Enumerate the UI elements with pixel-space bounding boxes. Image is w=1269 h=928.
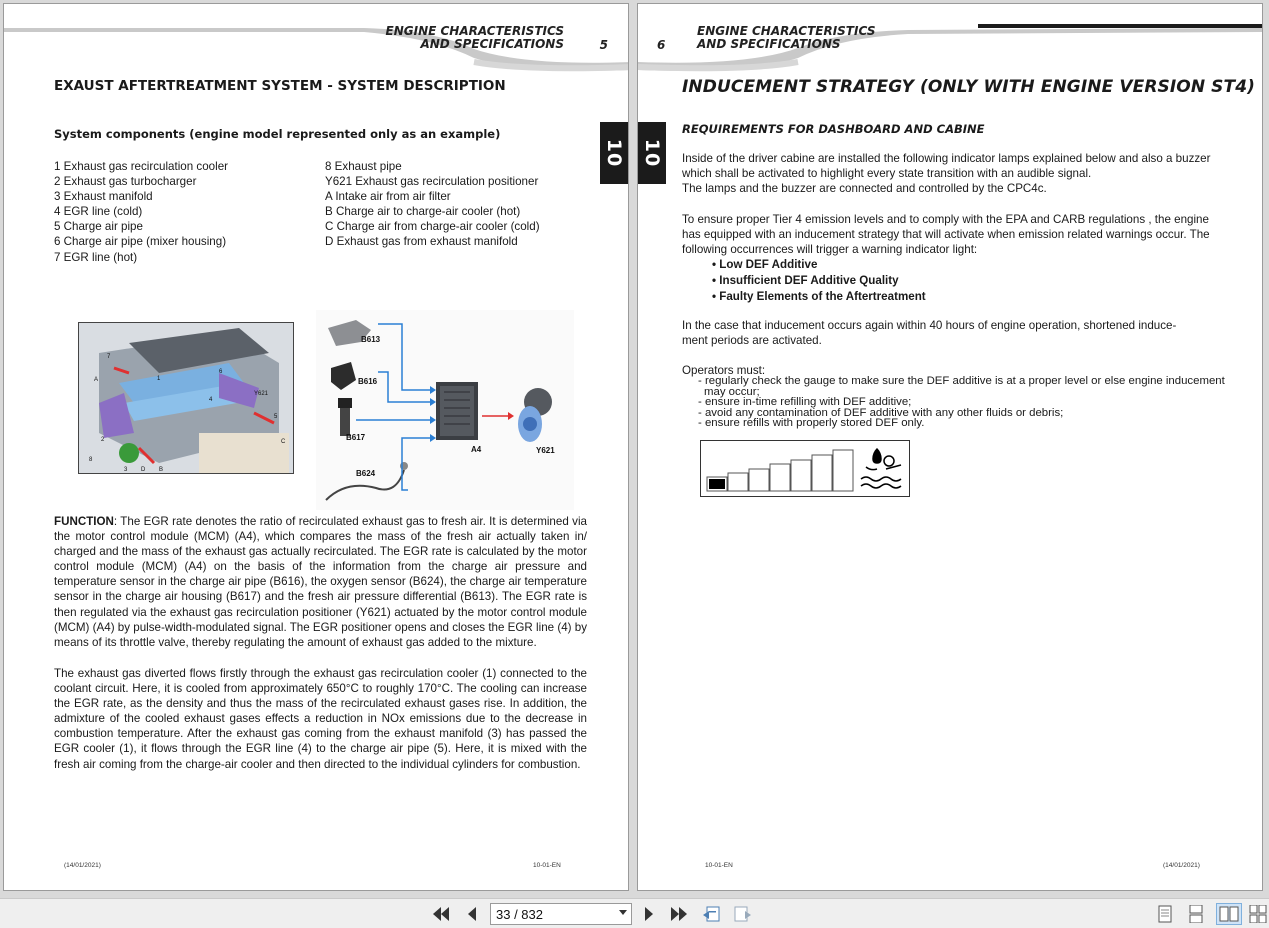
footer-date: (14/01/2021) (64, 862, 101, 869)
chapter-tab-label: 10 (641, 138, 664, 168)
engine-illustration (78, 322, 294, 474)
diagram-label-b616: B616 (358, 377, 378, 386)
diagram-label-b624: B624 (356, 469, 376, 478)
chapter-tab-label: 10 (603, 138, 626, 168)
def-level-bar (770, 464, 790, 491)
header-title-line2: AND SPECIFICATIONS (420, 37, 564, 51)
facing-pages-icon (1219, 906, 1239, 922)
chapter-tab (600, 122, 628, 184)
def-level-indicator (700, 440, 910, 497)
previous-page-button[interactable] (461, 903, 483, 925)
list-item: - ensure in-time refilling with DEF additive; (698, 396, 912, 409)
continuous-facing-view-button[interactable] (1247, 903, 1269, 925)
go-back-icon (701, 905, 721, 923)
chevron-down-icon[interactable] (619, 910, 627, 915)
list-item: - regularly check the gauge to make sure the DEF additive is at a proper level or else engine inducement (698, 375, 1225, 387)
egr-flow-diagram (316, 310, 574, 510)
list-item: 5 Charge air pipe (54, 220, 143, 234)
engine-label: Y621 (254, 391, 269, 397)
operators-title: Operators must: (682, 364, 766, 377)
engine-label: B (159, 467, 164, 473)
engine-label: C (281, 439, 286, 445)
list-item: 2 Exhaust gas turbocharger (54, 175, 197, 189)
first-page-icon (433, 907, 449, 921)
continuous-page-icon (1189, 905, 1203, 923)
components-title: System components (engine model represented only as an example) (54, 127, 501, 141)
list-item: • Faulty Elements of the Aftertreatment (712, 289, 926, 303)
list-item: A Intake air from air filter (325, 190, 451, 204)
next-page-button[interactable] (638, 903, 660, 925)
list-item: - avoid any contamination of DEF additive with any other fluids or debris; (698, 406, 1064, 419)
def-level-bar (791, 460, 811, 491)
engine-label: 2 (101, 437, 105, 443)
diagram-label-y621: Y621 (536, 446, 555, 455)
diagram-label-b613: B613 (361, 335, 381, 344)
footer-code: 10-01-EN (705, 862, 733, 869)
section-title: INDUCEMENT STRATEGY (ONLY WITH ENGINE VERSION ST4) (682, 77, 1256, 97)
header-title-line1: ENGINE CHARACTERISTICS (697, 24, 876, 38)
header-title (697, 25, 875, 51)
engine-label: 8 (89, 457, 93, 463)
list-item: B Charge air to charge-air cooler (hot) (325, 205, 521, 219)
function-paragraph (54, 514, 587, 650)
list-item: may occur; (704, 385, 760, 398)
last-page-icon (671, 907, 687, 921)
engine-label: 3 (124, 467, 128, 473)
header-title-line2: AND SPECIFICATIONS (697, 37, 841, 51)
section-subtitle: REQUIREMENTS FOR DASHBOARD AND CABINE (682, 122, 985, 136)
page-number: 6 (657, 38, 666, 52)
single-page-icon (1158, 905, 1172, 923)
cabine-paragraph (682, 151, 1218, 196)
navigation-toolbar (0, 898, 1269, 928)
cabine-text-line1: Inside of the driver cabine are installed the following indicator lamps explained below and also a buzzer which shall be activated to highlight every state transition with an audible signal. (682, 152, 1211, 181)
right-page (637, 3, 1263, 891)
function-text: : The EGR rate denotes the ratio of recirculated exhaust gas to fresh air. It is determined via the motor control module (MCM) (A4), which compares the mass of the fresh air actually taken in/ charged and the mass of the exhaust gas actually recirculated. The EGR rate is calculated by the motor control module (MCM) (A4) on the basis of the information from the charge air pressure and temperature sensor in the charge air pipe (B616), the oxygen sensor (B624), the charge air temperature sensor in the charge air housing (B617) and the fresh air pressure differential (B613). The EGR rate is then regulated via the exhaust gas recirculation positioner (Y621) actuated by the motor control module (MCM) (A4) by pulse-width-modulated signal. The EGR positioner opens and closes the EGR line (4) by means of its throttle valve, thereby regulating the amount of exhaust gas added to the mixture. (54, 515, 587, 649)
list-item: 8 Exhaust pipe (325, 160, 402, 173)
go-back-button[interactable] (700, 903, 722, 925)
engine-label: 1 (157, 376, 161, 382)
list-item: • Low DEF Additive (712, 258, 818, 271)
engine-label: A (94, 377, 99, 383)
page-number-input[interactable] (490, 903, 632, 925)
def-level-bar (728, 473, 748, 491)
egr-paragraph: The exhaust gas diverted flows firstly through the exhaust gas recirculation cooler (1) connected to the coolant circuit. Here, it is cooled from approximately 650°C to roughly 170°C. The cooling can increase the EGR rate, as the density and thus the mass of the recirculated exhaust gases rise. In addition, the admixture of the cooled exhaust gases effects a reduction in NOx emissions due to the decrease in combustion temperature. After the exhaust gas coming from the exhaust manifold (3) has passed the EGR cooler (1), it flows through the EGR line (4) to the charge air pipe (5). Here, it is mixed with the fresh air coming from the charge-air cooler and then directed to the individual cylinders for combustion. (54, 667, 587, 771)
engine-label: 6 (219, 369, 223, 375)
continuous-facing-icon (1249, 905, 1267, 923)
page-number: 5 (599, 38, 608, 52)
engine-label: 4 (209, 397, 213, 403)
components-list-col1 (54, 159, 228, 265)
function-label: FUNCTION (54, 515, 114, 528)
list-item: C Charge air from charge-air cooler (cold) (325, 220, 540, 234)
list-item: • Insufficient DEF Additive Quality (712, 273, 899, 287)
list-item: - ensure refills with properly stored DEF only. (698, 417, 925, 430)
engine-label: 5 (274, 414, 278, 420)
def-level-bar (812, 455, 832, 491)
list-item: Y621 Exhaust gas recirculation positioner (325, 175, 539, 189)
last-page-button[interactable] (668, 903, 690, 925)
def-level-fill (709, 479, 725, 489)
list-item: 6 Charge air pipe (mixer housing) (54, 235, 227, 249)
def-level-bar (749, 469, 769, 491)
previous-page-icon (467, 907, 477, 921)
first-page-button[interactable] (430, 903, 452, 925)
diagram-label-a4: A4 (471, 445, 482, 454)
go-forward-button[interactable] (732, 903, 754, 925)
list-item: 4 EGR line (cold) (54, 205, 143, 219)
diagram-label-b617: B617 (346, 433, 366, 442)
components-list-col2 (325, 159, 540, 250)
warning-list (712, 257, 926, 304)
footer-date: (14/01/2021) (1163, 862, 1200, 869)
engine-label: 7 (107, 354, 111, 360)
chapter-tab (638, 122, 666, 184)
header-title-line1: ENGINE CHARACTERISTICS (385, 24, 564, 38)
facing-pages-view-button[interactable] (1216, 903, 1242, 925)
emission-paragraph: To ensure proper Tier 4 emission levels and to comply with the EPA and CARB regulations , the engine has equipped with an inducement strategy that will activate when emission related warnings occur. The following occurrences will trigger a warning indicator light: (682, 213, 1210, 257)
list-item: 7 EGR line (hot) (54, 250, 138, 264)
left-page (3, 3, 629, 891)
def-level-bar (833, 450, 853, 491)
header-title (386, 25, 564, 51)
def-fluid-icon (861, 449, 901, 488)
engine-label: D (141, 467, 146, 473)
list-item: D Exhaust gas from exhaust manifold (325, 235, 518, 249)
list-item: 3 Exhaust manifold (54, 190, 153, 204)
list-item: 1 Exhaust gas recirculation cooler (54, 160, 228, 173)
go-forward-icon (733, 905, 753, 923)
next-page-icon (644, 907, 654, 921)
single-page-view-button[interactable] (1154, 903, 1176, 925)
inducement-paragraph: In the case that inducement occurs again within 40 hours of engine operation, shortened induce- ment periods are activated. (682, 319, 1177, 348)
section-title: EXAUST AFTERTREATMENT SYSTEM - SYSTEM DESCRIPTION (54, 78, 506, 94)
operators-list (698, 376, 1225, 429)
cabine-text-line2: The lamps and the buzzer are connected and controlled by the CPC4c. (682, 182, 1047, 196)
page-indicator: 33 / 832 (496, 906, 543, 922)
footer-code: 10-01-EN (533, 862, 561, 869)
continuous-view-button[interactable] (1185, 903, 1207, 925)
